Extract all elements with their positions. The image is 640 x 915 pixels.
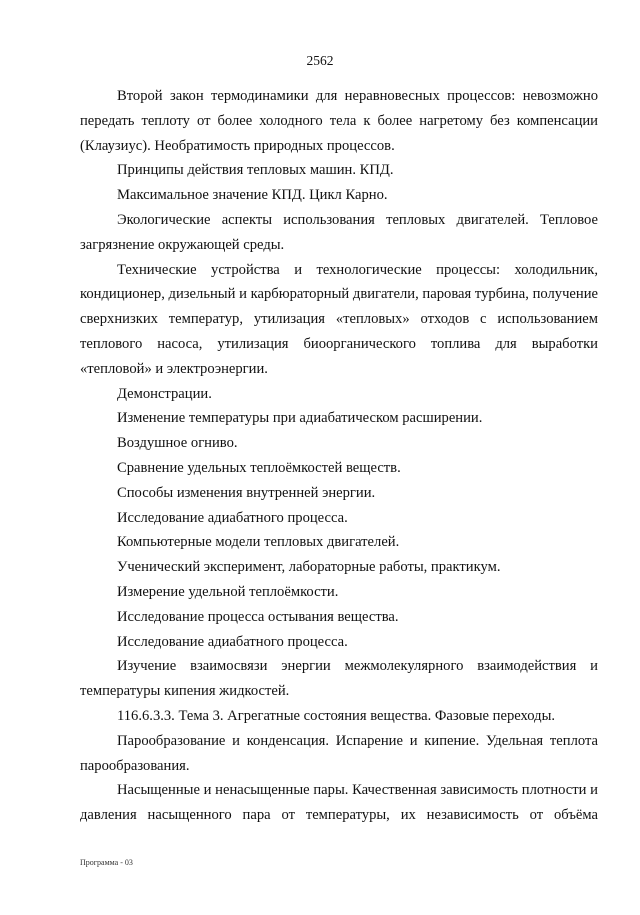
paragraph: Воздушное огниво.: [117, 435, 238, 452]
paragraph: Измерение удельной теплоёмкости.: [117, 583, 339, 600]
paragraph: Максимальное значение КПД. Цикл Карно.: [117, 187, 388, 204]
paragraph: Парообразование и конденсация. Испарение и кипение. Удельная теплота парообразования.: [80, 732, 598, 774]
paragraph: Принципы действия тепловых машин. КПД.: [117, 162, 394, 179]
paragraph: Исследование процесса остывания вещества.: [117, 608, 399, 625]
paragraph: Технические устройства и технологические процессы: холодильник, кондиционер, дизельный и карбюраторный двигатели, паровая турбина, получение сверхнизких температур, утилизация «тепловых» отходов с использованием теплового насоса, утилизация биоорганического топлива для выработки «тепловой» и электроэнергии.: [80, 261, 598, 377]
paragraph: Изучение взаимосвязи энергии межмолекулярного взаимодействия и температуры кипения жидкостей.: [80, 658, 598, 700]
footer-note: Программа - 03: [80, 858, 133, 867]
section-heading: 116.6.3.3. Тема 3. Агрегатные состояния вещества. Фазовые переходы.: [117, 707, 556, 724]
paragraph: Способы изменения внутренней энергии.: [117, 484, 376, 501]
paragraph: Экологические аспекты использования тепловых двигателей. Тепловое загрязнение окружающей среды.: [80, 211, 598, 253]
paragraph: Демонстрации.: [117, 385, 212, 402]
paragraph: Исследование адиабатного процесса.: [117, 509, 348, 526]
paragraph: Сравнение удельных теплоёмкостей веществ.: [117, 459, 401, 476]
page-number: 2562: [306, 53, 334, 68]
paragraph: Компьютерные модели тепловых двигателей.: [117, 534, 400, 551]
paragraph: Второй закон термодинамики для неравновесных процессов: невозможно передать теплоту от более холодного тела к более нагретому без компенсации (Клаузиус). Необратимость природных процессов.: [80, 88, 598, 154]
paragraph: Изменение температуры при адиабатическом расширении.: [117, 410, 483, 427]
paragraph: Ученический эксперимент, лабораторные работы, практикум.: [117, 559, 501, 576]
paragraph: Исследование адиабатного процесса.: [117, 633, 348, 650]
paragraph: Насыщенные и ненасыщенные пары. Качественная зависимость плотности и давления насыщенного пара от температуры, их независимость от объёма: [80, 782, 598, 824]
document-body: [80, 84, 598, 828]
